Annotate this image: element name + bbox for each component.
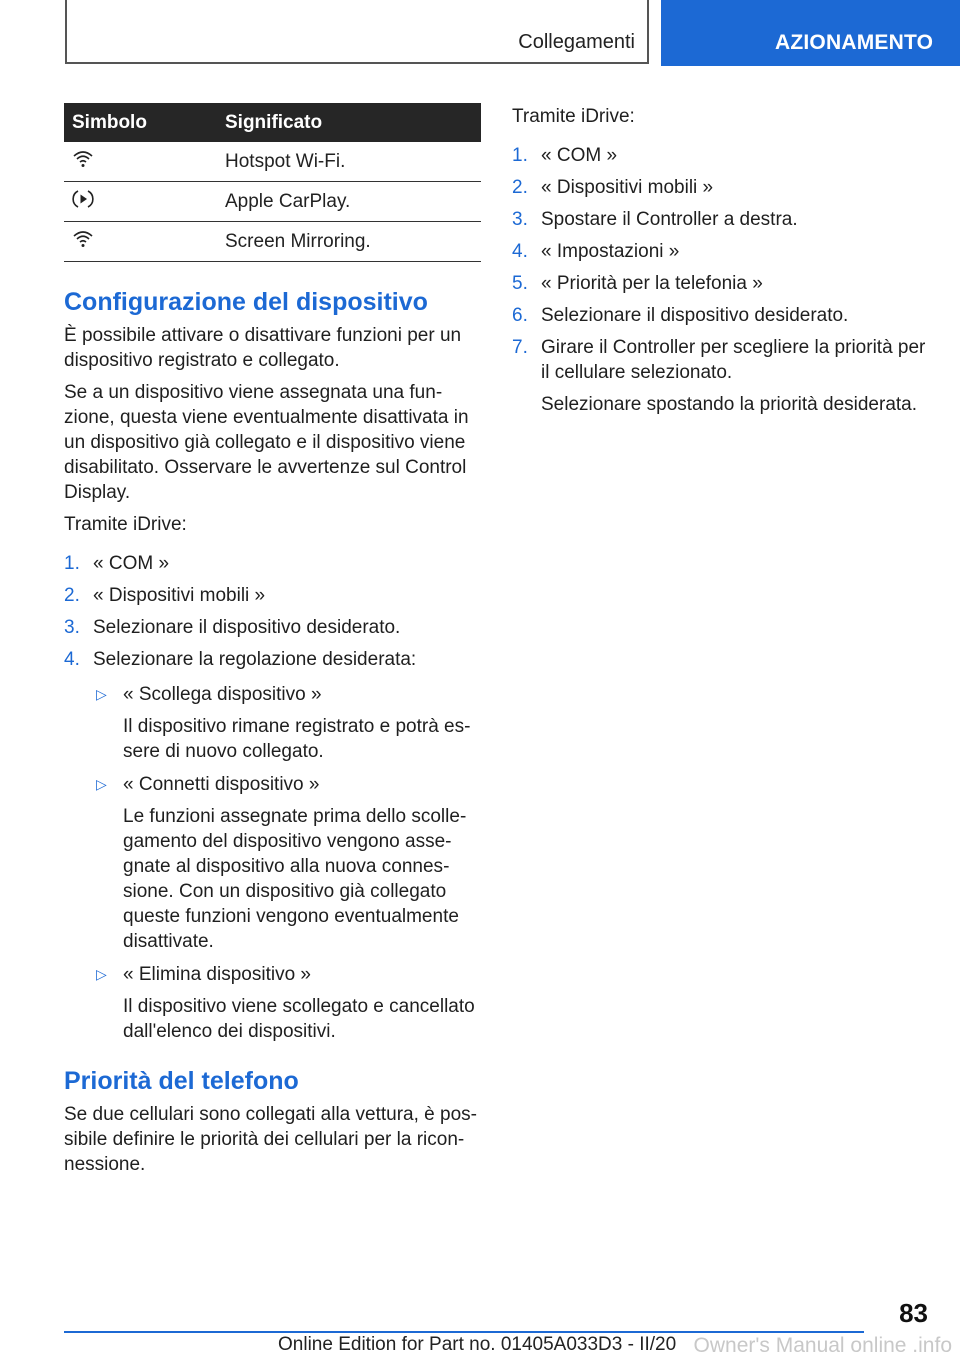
priority-paragraph: Se due cellulari sono collegati alla vettura, è possibile definire le priorità dei cellulari per la riconnessione.: [64, 1104, 477, 1175]
option-label: « Connetti dispositivo »: [123, 774, 320, 795]
column-header-symbol: Simbolo: [64, 103, 225, 142]
list-item: 7. Girare il Controller per scegliere la priorità per il cellulare selezionato. Selezionare spostando la priorità desiderata.: [512, 335, 932, 417]
list-item: 2. « Dispositivi mobili »: [512, 177, 714, 198]
list-item: 4. « Impostazioni »: [512, 241, 680, 262]
via-idrive-label: Tramite iDrive:: [64, 514, 187, 535]
priority-heading: Priorità del telefono: [64, 1067, 299, 1095]
section-title: Collegamenti: [518, 31, 635, 53]
triangle-bullet-icon: ▷: [96, 966, 107, 982]
config-paragraph-1: È possibile attivare o disattivare funzioni per un dispositivo registrato e collegato.: [64, 325, 462, 371]
list-item: 6. Selezionare il dispositivo desiderato.: [512, 305, 849, 326]
right-column: [512, 104, 932, 417]
carplay-icon: [72, 188, 94, 210]
list-item: 1. « COM »: [64, 553, 170, 574]
config-heading: Configurazione del dispositivo: [64, 288, 428, 316]
list-item: [93, 772, 482, 954]
screen-mirroring-icon: [72, 229, 94, 249]
left-column: [64, 287, 482, 1177]
table-row: [64, 182, 481, 222]
option-description: Il dispositivo rimane registrato e potrà essere di nuovo collegato.: [123, 716, 471, 762]
triangle-bullet-icon: ▷: [96, 686, 107, 702]
table-row: [64, 222, 481, 262]
list-item: 1. « COM »: [512, 145, 618, 166]
triangle-bullet-icon: ▷: [96, 776, 107, 792]
meaning-cell: Apple CarPlay.: [225, 182, 481, 222]
list-item: [93, 962, 482, 1044]
chapter-tab: [661, 0, 960, 66]
list-item: 5. « Priorità per la telefonia »: [512, 273, 763, 294]
symbol-table: [64, 103, 481, 262]
meaning-cell: Screen Mirroring.: [225, 222, 481, 262]
chapter-title: AZIONAMENTO: [775, 31, 934, 54]
via-idrive-label: Tramite iDrive:: [512, 106, 635, 127]
column-header-meaning: Significato: [225, 103, 481, 142]
meaning-cell: Hotspot Wi-Fi.: [225, 142, 481, 182]
priority-steps-list: [512, 143, 932, 417]
footer-divider: [64, 1331, 864, 1333]
table-row: [64, 142, 481, 182]
list-item: 2. « Dispositivi mobili »: [64, 585, 266, 606]
list-item: [93, 682, 482, 764]
wifi-hotspot-icon: [72, 149, 94, 169]
config-steps-list: [64, 551, 482, 1044]
step-note: Selezionare spostando la priorità desiderata.: [541, 394, 918, 415]
edition-text: Online Edition for Part no. 01405A033D3 - II/20: [278, 1334, 677, 1355]
config-paragraph-2: Se a un dispositivo viene assegnata una funzione, questa viene eventualmente disattivata in un dispositivo già collegato e il dispositivo viene disabilitato. Osservare le avvertenze sul Control Display.: [64, 382, 469, 503]
option-label: « Scollega dispositivo »: [123, 684, 322, 705]
option-description: Il dispositivo viene scollegato e cancellato dall'elenco dei dispositivi.: [123, 996, 475, 1042]
watermark: Owner's Manual online .info: [693, 1334, 952, 1357]
list-item: 3. Spostare il Controller a destra.: [512, 209, 798, 230]
header-section-box: [65, 0, 649, 64]
option-description: Le funzioni assegnate prima dello scollegamento del dispositivo vengono assegnate al dispositivo alla nuova connessione. Con un dispositivo già collegato queste funzioni vengono eventualmente disattivate.: [123, 806, 467, 952]
option-label: « Elimina dispositivo »: [123, 964, 311, 985]
table-header-row: [64, 103, 481, 142]
list-item: 3. Selezionare il dispositivo desiderato.: [64, 617, 401, 638]
setting-options-list: [93, 682, 482, 1044]
page-number: 83: [899, 1298, 928, 1328]
list-item: 4. Selezionare la regolazione desiderata: ▷ « Scollega dispositivo » Il dispositivo rimane registrato e potrà essere di nuovo collegato. ▷ « Connetti dispositivo » Le funzioni assegnate prima dello scollegamento del dispositivo vengono assegnate al dispositivo alla nuova connessione. Con un dispositivo già collegato queste funzioni vengono eventualmente disattivate. ▷ « Elimina dispositivo » Il dispositivo viene scollegato e cancellato dall'elenco dei dispositivi.: [64, 647, 482, 1044]
